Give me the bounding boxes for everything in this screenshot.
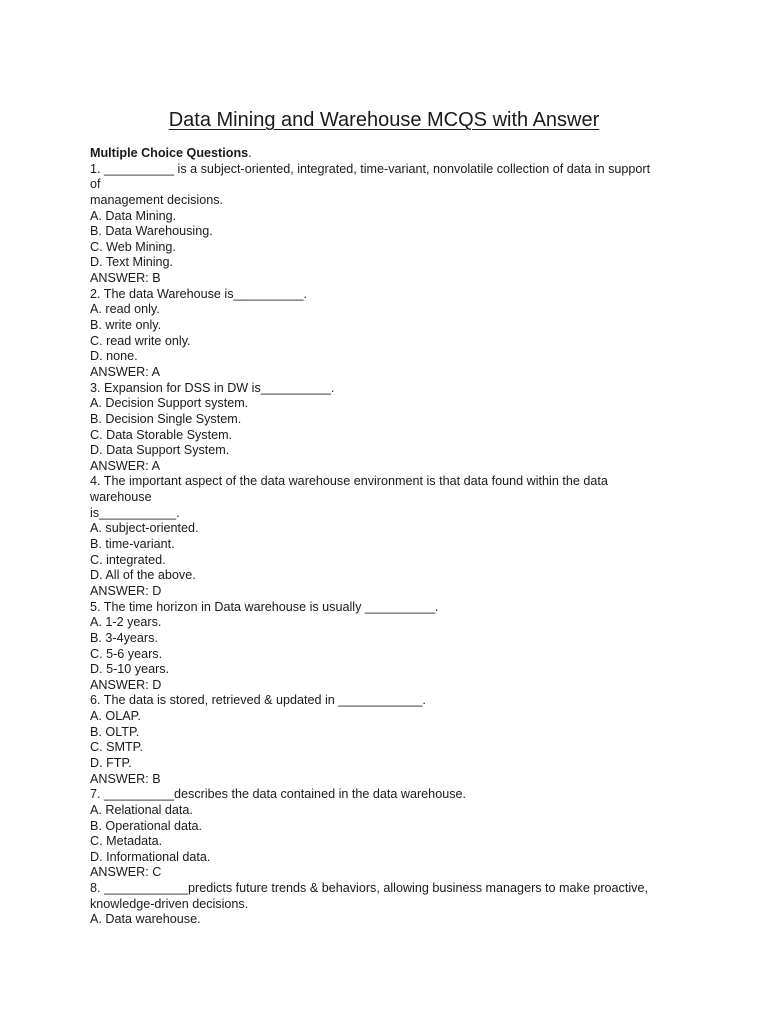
section-heading-punct: . <box>248 146 252 160</box>
option-line: D. Informational data. <box>90 849 211 864</box>
option-line: D. FTP. <box>90 755 132 770</box>
option-line: C. Metadata. <box>90 834 163 849</box>
document-body <box>90 146 690 928</box>
question-line: 6. The data is stored, retrieved & updated in ____________. <box>90 693 426 708</box>
section-heading <box>90 146 690 162</box>
option-line: A. Data warehouse. <box>90 912 201 927</box>
option-line: A. 1-2 years. <box>90 615 162 630</box>
option-line: D. Text Mining. <box>90 255 174 270</box>
option-line: C. Data Storable System. <box>90 427 233 442</box>
option-line: B. write only. <box>90 318 162 333</box>
option-line: B. 3-4years. <box>90 630 158 645</box>
answer-line: ANSWER: D <box>90 583 162 598</box>
text-line: is___________. <box>90 505 180 520</box>
option-line: A. Decision Support system. <box>90 396 249 411</box>
question-list <box>90 162 690 928</box>
question-line: 8. ____________predicts future trends & behaviors, allowing business managers to make proactive, <box>90 881 648 896</box>
answer-line: ANSWER: B <box>90 771 161 786</box>
option-line: A. Relational data. <box>90 802 193 817</box>
text-line: of <box>90 177 101 192</box>
answer-line: ANSWER: A <box>90 458 160 473</box>
question-line: 4. The important aspect of the data warehouse environment is that data found within the data <box>90 474 608 489</box>
section-heading-label: Multiple Choice Questions <box>90 146 249 160</box>
option-line: B. time-variant. <box>90 537 175 552</box>
text-line: management decisions. <box>90 192 224 207</box>
option-line: D. none. <box>90 349 138 364</box>
document-title: Data Mining and Warehouse MCQS with Answer <box>168 109 600 131</box>
option-line: A. OLAP. <box>90 709 141 724</box>
option-line: D. All of the above. <box>90 568 196 583</box>
option-line: C. 5-6 years. <box>90 646 163 661</box>
answer-line: ANSWER: B <box>90 271 161 286</box>
option-line: C. integrated. <box>90 552 166 567</box>
option-line: A. read only. <box>90 302 160 317</box>
question-line: 7. __________describes the data contained in the data warehouse. <box>90 787 466 802</box>
option-line: B. OLTP. <box>90 724 140 739</box>
option-line: D. 5-10 years. <box>90 662 170 677</box>
question-line: 5. The time horizon in Data warehouse is usually __________. <box>90 599 439 614</box>
option-line: C. read write only. <box>90 333 191 348</box>
text-line: warehouse <box>90 490 152 505</box>
answer-line: ANSWER: C <box>90 865 162 880</box>
option-line: B. Data Warehousing. <box>90 224 213 239</box>
option-line: A. Data Mining. <box>90 208 177 223</box>
option-line: B. Decision Single System. <box>90 411 242 426</box>
option-line: C. Web Mining. <box>90 239 176 254</box>
option-line: D. Data Support System. <box>90 443 230 458</box>
answer-line: ANSWER: A <box>90 364 160 379</box>
question-line: 3. Expansion for DSS in DW is__________. <box>90 380 335 395</box>
option-line: A. subject-oriented. <box>90 521 199 536</box>
answer-line: ANSWER: D <box>90 677 162 692</box>
question-line: 2. The data Warehouse is__________. <box>90 286 308 301</box>
option-line: C. SMTP. <box>90 740 143 755</box>
question-line: 1. __________ is a subject-oriented, integrated, time-variant, nonvolatile collection of data in support <box>90 161 651 176</box>
option-line: B. Operational data. <box>90 818 203 833</box>
text-line: knowledge-driven decisions. <box>90 896 249 911</box>
